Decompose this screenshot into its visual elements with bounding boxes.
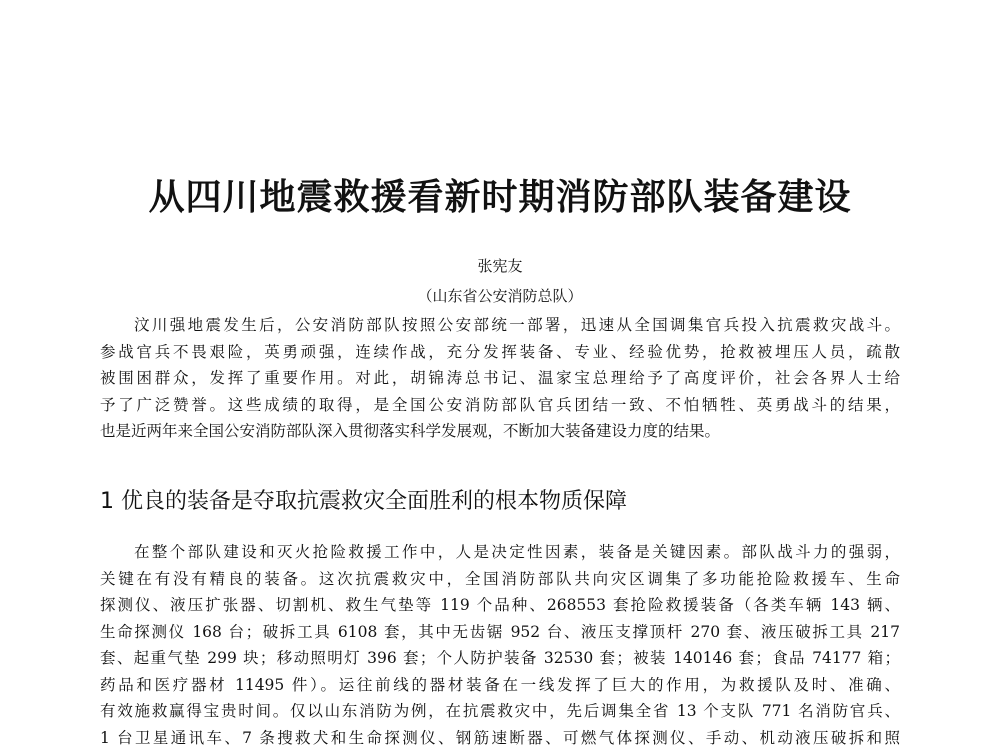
paragraph-line: 套、起重气垫 299 块；移动照明灯 396 套；个人防护装备 32530 套；被装 140146 套；食品 74177 箱； bbox=[100, 649, 900, 667]
paragraph-line: 予了广泛赞誉。这些成绩的取得，是全国公安消防部队官兵团结一致、不怕牺牲、英勇战斗的结果， bbox=[100, 395, 900, 414]
paragraph-line: 关键在有没有精良的装备。这次抗震救灾中，全国消防部队共向灾区调集了多功能抢险救援车、生命 bbox=[100, 569, 900, 588]
paragraph-line: 也是近两年来全国公安消防部队深入贯彻落实科学发展观，不断加大装备建设力度的结果。 bbox=[100, 422, 721, 440]
author-name: 张宪友 bbox=[477, 257, 523, 275]
section-paragraph bbox=[100, 539, 900, 747]
author-affiliation: （山东省公安消防总队） bbox=[417, 287, 583, 305]
paragraph-line: 汶川强地震发生后，公安消防部队按照公安部统一部署，迅速从全国调集官兵投入抗震救灾战斗。 bbox=[134, 316, 900, 334]
paragraph-line: 生命探测仪 168 台；破拆工具 6108 套，其中无齿锯 952 台、液压支撑顶杆 270 套、液压破拆工具 217 bbox=[100, 622, 900, 641]
paragraph-line: 1 台卫星通讯车、7 条搜救犬和生命探测仪、钢筋速断器、可燃气体探测仪、手动、机动液压破拆和照 bbox=[100, 728, 900, 747]
paragraph-line: 探测仪、液压扩张器、切割机、救生气垫等 119 个品种、268553 套抢险救援装备（各类车辆 143 辆、 bbox=[100, 596, 900, 614]
paragraph-line: 有效施救赢得宝贵时间。仅以山东消防为例，在抗震救灾中，先后调集全省 13 个支队 771 名消防官兵、 bbox=[100, 702, 900, 720]
paragraph-line: 被围困群众，发挥了重要作用。对此，胡锦涛总书记、温家宝总理给予了高度评价，社会各界人士给 bbox=[100, 369, 900, 387]
paragraph-line: 药品和医疗器材 11495 件）。运往前线的器材装备在一线发挥了巨大的作用，为救援队及时、准确、 bbox=[100, 675, 900, 694]
paragraph-line: 参战官兵不畏艰险，英勇顽强，连续作战，充分发挥装备、专业、经验优势，抢救被埋压人员，疏散 bbox=[100, 342, 900, 361]
abstract-paragraph bbox=[100, 312, 900, 445]
paragraph-line: 在整个部队建设和灭火抢险救援工作中，人是决定性因素，装备是关键因素。部队战斗力的强弱， bbox=[134, 543, 900, 561]
article-title: 从四川地震救援看新时期消防部队装备建设 bbox=[148, 177, 852, 218]
section-heading: 1 优良的装备是夺取抗震救灾全面胜利的根本物质保障 bbox=[100, 489, 627, 514]
